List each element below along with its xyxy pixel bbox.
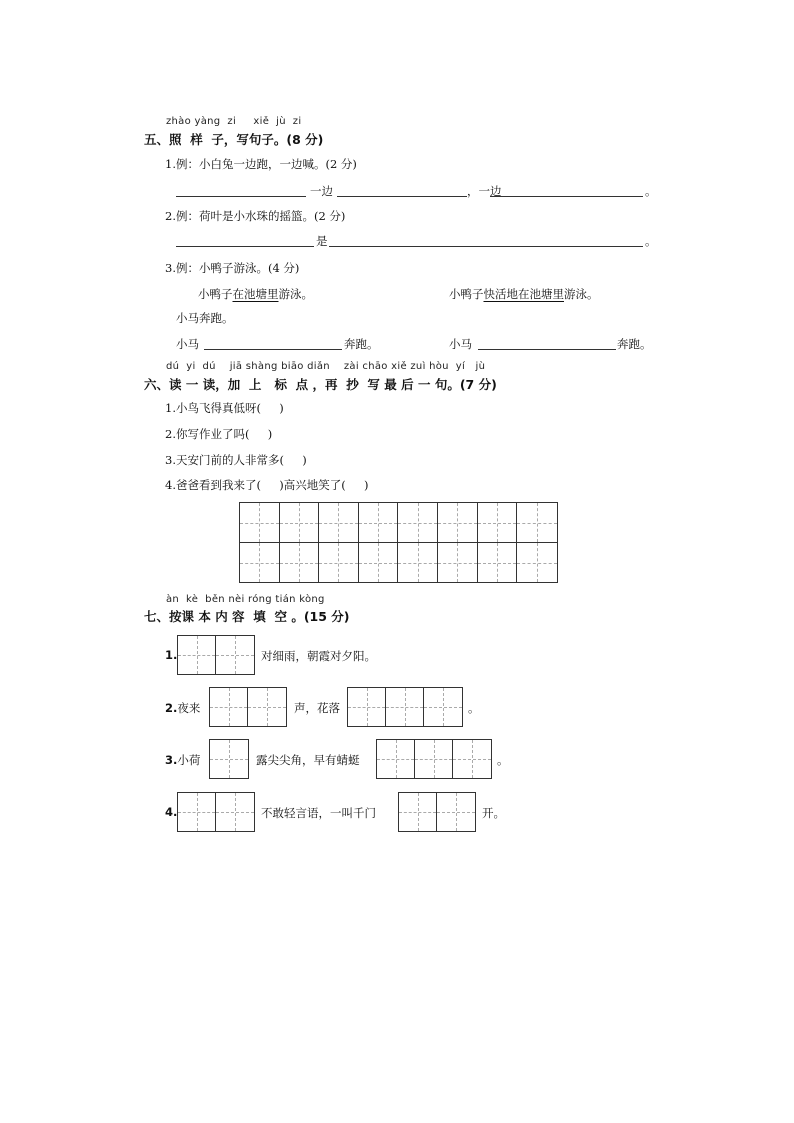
grid-cell[interactable] xyxy=(398,543,438,582)
grid-cell[interactable] xyxy=(240,503,280,542)
s5-q3-answer-2-blank[interactable] xyxy=(478,349,616,350)
s7-q2-prefix: 2.夜来 xyxy=(165,701,201,715)
section7-heading: 七、按课 本 内 容 填 空 。(15 分) xyxy=(144,609,350,624)
grid-cell[interactable] xyxy=(319,543,359,582)
s7-q2-grid-2[interactable] xyxy=(347,687,463,727)
s5-q1-yibian-2: ，一边 xyxy=(467,184,502,198)
grid-cell[interactable] xyxy=(437,793,475,831)
s5-q2-blank-2[interactable] xyxy=(329,246,643,247)
section6-heading: 六、读 一 读，加 上 标 点 ，再 抄 写 最 后 一 句。(7 分) xyxy=(144,377,497,392)
grid-cell[interactable] xyxy=(216,636,254,674)
s5-q1-blank-1[interactable] xyxy=(176,196,306,197)
s7-q2-grid-1[interactable] xyxy=(209,687,287,727)
grid-cell[interactable] xyxy=(216,793,254,831)
grid-cell[interactable] xyxy=(517,543,557,582)
s7-q4-grid-1[interactable] xyxy=(177,792,255,832)
s5-q3-prompt: 小马奔跑。 xyxy=(176,311,234,325)
grid-cell[interactable] xyxy=(415,740,453,778)
s5-q1-text: 1.例：小白兔一边跑，一边喊。(2 分) xyxy=(165,157,357,171)
s5-q1-yibian-1: 一边 xyxy=(310,184,333,198)
s7-q4-grid-2[interactable] xyxy=(398,792,476,832)
s7-q4-number: 4. xyxy=(165,805,178,819)
s5-q2-shi: 是 xyxy=(316,234,328,248)
s5-q2-end: 。 xyxy=(645,234,657,248)
grid-cell[interactable] xyxy=(359,503,399,542)
grid-cell[interactable] xyxy=(453,740,491,778)
grid-cell[interactable] xyxy=(280,543,320,582)
s5-q3-answer-2-end: 奔跑。 xyxy=(617,337,652,351)
grid-cell[interactable] xyxy=(319,503,359,542)
s7-q3-grid-2[interactable] xyxy=(376,739,492,779)
s7-q2-middle: 声，花落 xyxy=(294,701,340,715)
section6-pinyin: dú yi dú jiā shàng biāo diǎn zài chāo xiě zuì hòu yí jù xyxy=(166,361,486,372)
s5-q2-blank-1[interactable] xyxy=(176,246,314,247)
grid-row xyxy=(240,543,557,582)
s7-q4-middle: 不敢轻言语，一叫千门 xyxy=(261,806,376,820)
copy-sentence-grid[interactable] xyxy=(239,502,558,583)
grid-row xyxy=(240,503,557,543)
s6-item-3[interactable]: 3.天安门前的人非常多( ) xyxy=(165,453,307,467)
grid-cell[interactable] xyxy=(178,793,216,831)
s6-item-4[interactable]: 4.爸爸看到我来了( )高兴地笑了( ) xyxy=(165,478,369,492)
grid-cell[interactable] xyxy=(377,740,415,778)
s5-q3-answer-1-end: 奔跑。 xyxy=(344,337,379,351)
s7-q3-prefix: 3.小荷 xyxy=(165,753,201,767)
s5-q3-answer-1-blank[interactable] xyxy=(204,349,342,350)
grid-cell[interactable] xyxy=(399,793,437,831)
grid-cell[interactable] xyxy=(178,636,216,674)
grid-cell[interactable] xyxy=(398,503,438,542)
grid-cell[interactable] xyxy=(248,688,286,726)
s7-q3-end: 。 xyxy=(497,753,509,767)
grid-cell[interactable] xyxy=(478,543,518,582)
s7-q1-grid[interactable] xyxy=(177,635,255,675)
grid-cell[interactable] xyxy=(240,543,280,582)
grid-cell[interactable] xyxy=(210,740,248,778)
grid-cell[interactable] xyxy=(359,543,399,582)
section5-pinyin: zhào yàng zi xiě jù zi xyxy=(166,116,302,127)
s5-q2-text: 2.例：荷叶是小水珠的摇篮。(2 分) xyxy=(165,209,346,223)
s7-q2-end: 。 xyxy=(468,701,480,715)
s7-q1-text: 对细雨，朝霞对夕阳。 xyxy=(261,649,376,663)
grid-cell[interactable] xyxy=(438,543,478,582)
s5-q3-answer-2-label: 小马 xyxy=(449,337,472,351)
s6-item-1[interactable]: 1.小鸟飞得真低呀( ) xyxy=(165,401,284,415)
grid-cell[interactable] xyxy=(386,688,424,726)
s7-q4-end: 开。 xyxy=(482,806,505,820)
grid-cell[interactable] xyxy=(478,503,518,542)
s5-q3-example-1: 小鸭子在池塘里游泳。 xyxy=(198,287,313,301)
section7-pinyin: àn kè běn nèi róng tián kòng xyxy=(166,594,325,605)
s6-item-2[interactable]: 2.你写作业了吗( ) xyxy=(165,427,273,441)
s5-q1-blank-3[interactable] xyxy=(490,196,643,197)
s5-q1-blank-2[interactable] xyxy=(337,196,467,197)
s5-q1-end: 。 xyxy=(645,184,657,198)
grid-cell[interactable] xyxy=(210,688,248,726)
grid-cell[interactable] xyxy=(517,503,557,542)
grid-cell[interactable] xyxy=(348,688,386,726)
grid-cell[interactable] xyxy=(424,688,462,726)
grid-cell[interactable] xyxy=(438,503,478,542)
s7-q3-grid-1[interactable] xyxy=(209,739,249,779)
s5-q3-answer-1-label: 小马 xyxy=(176,337,199,351)
s5-q3-text: 3.例：小鸭子游泳。(4 分) xyxy=(165,261,300,275)
grid-cell[interactable] xyxy=(280,503,320,542)
section5-heading: 五、照 样 子，写句子。(8 分) xyxy=(144,132,324,147)
s7-q3-middle: 露尖尖角，早有蜻蜓 xyxy=(256,753,360,767)
s5-q3-example-2: 小鸭子快活地在池塘里游泳。 xyxy=(449,287,599,301)
s7-q1-number: 1. xyxy=(165,648,178,662)
